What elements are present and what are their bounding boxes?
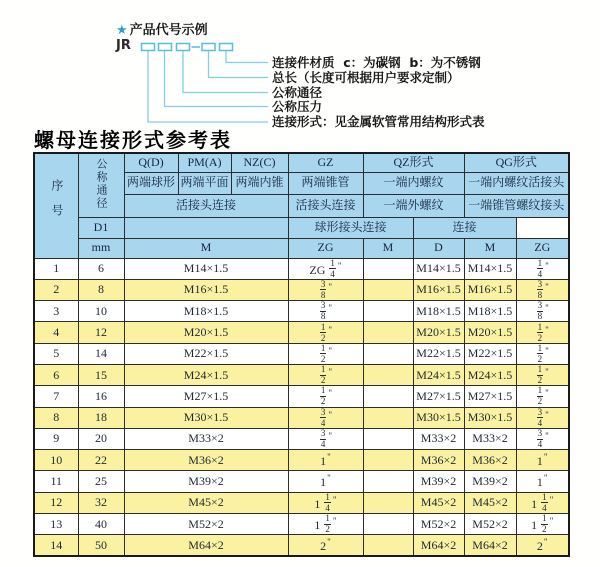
qg-m-cell: M36×2 xyxy=(464,450,516,471)
table-row xyxy=(34,428,569,449)
metric-thread-cell: M52×2 xyxy=(124,514,288,535)
callout-label-connection-form: 连接形式：见金属软管常用结构形式表 xyxy=(272,114,485,129)
qz-m-cell xyxy=(363,364,413,385)
qz-d-cell: M22×1.5 xyxy=(413,343,464,364)
serial-cell: 6 xyxy=(34,364,78,385)
table-row xyxy=(34,343,569,364)
diameter-cell: 32 xyxy=(78,492,124,513)
qz-d-cell: M33×2 xyxy=(413,428,464,449)
qz-d-cell: M39×2 xyxy=(413,471,464,492)
qz-d-cell: M36×2 xyxy=(413,450,464,471)
qg-m-cell: M45×2 xyxy=(464,492,516,513)
qg-m-cell: M52×2 xyxy=(464,514,516,535)
metric-thread-cell: M14×1.5 xyxy=(124,258,288,279)
qz-d-cell: M30×1.5 xyxy=(413,407,464,428)
col-header-serial: 序号 xyxy=(34,153,78,258)
serial-cell: 3 xyxy=(34,301,78,322)
gz-zg-cell: $\frac{3}{4}$ " xyxy=(288,428,363,449)
gz-zg-cell: 1 $\frac{1}{2}$ " xyxy=(288,514,363,535)
serial-cell: 5 xyxy=(34,343,78,364)
unit-zg-qg: ZG xyxy=(516,238,569,258)
qg-m-cell: M16×1.5 xyxy=(464,279,516,300)
metric-thread-cell: M24×1.5 xyxy=(124,364,288,385)
table-row xyxy=(34,279,569,300)
qz-m-cell xyxy=(363,386,413,407)
callout-lines xyxy=(148,51,268,122)
form-code-pm: PM(A) xyxy=(178,153,231,172)
metric-thread-cell: M36×2 xyxy=(124,450,288,471)
qg-zg-cell: $\frac{1}{2}$ " xyxy=(516,322,569,343)
serial-cell: 10 xyxy=(34,450,78,471)
serial-cell: 11 xyxy=(34,471,78,492)
metric-thread-cell: M22×1.5 xyxy=(124,343,288,364)
form-code-qz: QZ形式 xyxy=(363,153,464,172)
table-row xyxy=(34,535,569,556)
serial-cell: 9 xyxy=(34,428,78,449)
metric-thread-cell: M27×1.5 xyxy=(124,386,288,407)
qz-d-cell: M18×1.5 xyxy=(413,301,464,322)
gz-zg-cell: $\frac{3}{8}$ " xyxy=(288,301,363,322)
callout-label-pressure: 公称压力 xyxy=(272,99,323,114)
example-title-text: 产品代号示例 xyxy=(129,23,208,38)
qz-m-cell xyxy=(363,450,413,471)
gz-zg-cell: 2" xyxy=(288,535,363,556)
qg-m-cell: M33×2 xyxy=(464,428,516,449)
diameter-cell: 22 xyxy=(78,450,124,471)
diameter-cell: 12 xyxy=(78,322,124,343)
qg-m-cell: M27×1.5 xyxy=(464,386,516,407)
star-icon: ★ xyxy=(116,23,128,38)
qz-d-cell: M64×2 xyxy=(413,535,464,556)
qg-m-cell: M22×1.5 xyxy=(464,343,516,364)
metric-thread-cell: M39×2 xyxy=(124,471,288,492)
qg-zg-cell: 1 $\frac{1}{2}$ " xyxy=(516,514,569,535)
table-row xyxy=(34,364,569,385)
qz-m-cell xyxy=(363,535,413,556)
unit-zg-gz: ZG xyxy=(288,238,363,258)
serial-cell: 4 xyxy=(34,322,78,343)
metric-thread-cell: M33×2 xyxy=(124,428,288,449)
qz-d-cell: M24×1.5 xyxy=(413,364,464,385)
table-row xyxy=(34,386,569,407)
connection-union-qpmnz: 活接头连接 xyxy=(124,194,288,217)
callout-label-length: 总长（长度可根据用户要求定制） xyxy=(272,70,460,85)
table-row xyxy=(34,471,569,492)
metric-thread-cell: M64×2 xyxy=(124,535,288,556)
qg-zg-cell: $\frac{1}{4}$ " xyxy=(516,258,569,279)
table-row xyxy=(34,301,569,322)
qg-m-cell: M24×1.5 xyxy=(464,364,516,385)
callout-label-diameter: 公称通径 xyxy=(272,85,323,100)
serial-cell: 12 xyxy=(34,492,78,513)
qz-m-cell xyxy=(363,428,413,449)
serial-cell: 2 xyxy=(34,279,78,300)
metric-thread-cell: M18×1.5 xyxy=(124,301,288,322)
table-row xyxy=(34,258,569,279)
form-code-qg: QG形式 xyxy=(464,153,569,172)
qz-d-cell: M52×2 xyxy=(413,514,464,535)
end-type-gz: 两端锥管 xyxy=(288,172,363,194)
d1-blank-left xyxy=(124,217,288,238)
qz-d-cell: M16×1.5 xyxy=(413,279,464,300)
diameter-cell: 16 xyxy=(78,386,124,407)
qg-zg-cell: 1 $\frac{1}{4}$ " xyxy=(516,492,569,513)
code-prefix: JR xyxy=(116,38,131,53)
serial-cell: 13 xyxy=(34,514,78,535)
qz-d-cell: M45×2 xyxy=(413,492,464,513)
gz-zg-cell: $\frac{1}{2}$ " xyxy=(288,322,363,343)
qg-zg-cell: $\frac{1}{2}$ " xyxy=(516,343,569,364)
end-type-qz: 一端内螺纹 xyxy=(363,172,464,194)
qg-zg-cell: $\frac{3}{4}$ " xyxy=(516,407,569,428)
diameter-cell: 40 xyxy=(78,514,124,535)
qz-m-cell xyxy=(363,343,413,364)
table-header xyxy=(34,153,569,258)
qz-d-cell: M20×1.5 xyxy=(413,322,464,343)
end-type-qg: 一端内螺纹活接头 xyxy=(464,172,569,194)
serial-cell: 1 xyxy=(34,258,78,279)
connection-union-gz: 活接头连接 xyxy=(288,194,363,217)
gz-zg-cell: 1" xyxy=(288,471,363,492)
qz-m-cell xyxy=(363,407,413,428)
gz-zg-cell: $\frac{1}{2}$ " xyxy=(288,386,363,407)
qg-connection: 连接 xyxy=(413,217,516,238)
form-code-nz: NZ(C) xyxy=(231,153,288,172)
col-header-nominal-diameter: 公称通径 xyxy=(78,153,124,217)
form-code-gz: GZ xyxy=(288,153,363,172)
qz-m-cell xyxy=(363,301,413,322)
qg-m-cell: M39×2 xyxy=(464,471,516,492)
table-row xyxy=(34,322,569,343)
diameter-cell: 6 xyxy=(78,258,124,279)
qg-zg-cell: $\frac{3}{8}$ " xyxy=(516,279,569,300)
unit-m-main: M xyxy=(124,238,288,258)
table-row xyxy=(34,450,569,471)
end-type-pm: 两端平面 xyxy=(178,172,231,194)
connection-qz: 一端外螺纹 xyxy=(363,194,464,217)
qg-zg-cell: 1" xyxy=(516,450,569,471)
qz-m-cell xyxy=(363,322,413,343)
form-code-q: Q(D) xyxy=(124,153,178,172)
gz-zg-cell: 1" xyxy=(288,450,363,471)
end-type-q: 两端球形 xyxy=(124,172,178,194)
qg-m-cell: M18×1.5 xyxy=(464,301,516,322)
qg-zg-cell: $\frac{1}{2}$ " xyxy=(516,364,569,385)
metric-thread-cell: M20×1.5 xyxy=(124,322,288,343)
gz-zg-cell: $\frac{1}{2}$ " xyxy=(288,364,363,385)
header-row-d1 xyxy=(34,217,569,238)
unit-d-qz: D xyxy=(413,238,464,258)
metric-thread-cell: M45×2 xyxy=(124,492,288,513)
diameter-cell: 25 xyxy=(78,471,124,492)
product-code-example-title xyxy=(116,19,208,38)
qg-zg-cell: 1" xyxy=(516,471,569,492)
header-row-form-codes xyxy=(34,153,569,172)
qg-zg-cell: 2" xyxy=(516,535,569,556)
qz-m-cell xyxy=(363,514,413,535)
serial-cell: 8 xyxy=(34,407,78,428)
gz-zg-cell: $\frac{3}{8}$ " xyxy=(288,279,363,300)
qg-m-cell: M20×1.5 xyxy=(464,322,516,343)
nut-connection-reference-table xyxy=(33,152,570,557)
diameter-cell: 50 xyxy=(78,535,124,556)
diameter-cell: 14 xyxy=(78,343,124,364)
table-row xyxy=(34,407,569,428)
serial-cell: 14 xyxy=(34,535,78,556)
qg-zg-cell: $\frac{3}{4}$ " xyxy=(516,428,569,449)
qg-zg-cell: $\frac{1}{2}$ " xyxy=(516,386,569,407)
qg-zg-cell: $\frac{3}{8}$ " xyxy=(516,301,569,322)
qg-m-cell: M30×1.5 xyxy=(464,407,516,428)
table-title: 螺母连接形式参考表 xyxy=(34,130,232,152)
table-row xyxy=(34,492,569,513)
d1-label: D1 xyxy=(78,217,124,238)
qz-m-cell xyxy=(363,279,413,300)
qz-m-cell xyxy=(363,258,413,279)
unit-m-qz: M xyxy=(363,238,413,258)
unit-mm: mm xyxy=(78,238,124,258)
serial-cell: 7 xyxy=(34,386,78,407)
diameter-cell: 8 xyxy=(78,279,124,300)
qz-d-cell: M27×1.5 xyxy=(413,386,464,407)
table-body xyxy=(34,258,569,556)
qz-m-cell xyxy=(363,492,413,513)
gz-zg-cell: $\frac{1}{2}$ " xyxy=(288,343,363,364)
metric-thread-cell: M16×1.5 xyxy=(124,279,288,300)
header-row-units xyxy=(34,238,569,258)
diameter-cell: 20 xyxy=(78,428,124,449)
gz-zg-cell: $\frac{3}{4}$ " xyxy=(288,407,363,428)
callout-label-material: 连接件材质 c：为碳钢 b：为不锈钢 xyxy=(272,55,481,70)
diameter-cell: 15 xyxy=(78,364,124,385)
table-row xyxy=(34,514,569,535)
code-box-icons xyxy=(142,44,233,51)
diameter-cell: 18 xyxy=(78,407,124,428)
metric-thread-cell: M30×1.5 xyxy=(124,407,288,428)
end-type-nz: 两端内锥 xyxy=(231,172,288,194)
gz-zg-cell: ZG $\frac{1}{4}$ " xyxy=(288,258,363,279)
unit-m-qg: M xyxy=(464,238,516,258)
diameter-cell: 10 xyxy=(78,301,124,322)
qz-m-cell xyxy=(363,471,413,492)
qz-d-cell: M14×1.5 xyxy=(413,258,464,279)
qg-m-cell: M14×1.5 xyxy=(464,258,516,279)
qg-m-cell: M64×2 xyxy=(464,535,516,556)
gz-zg-cell: 1 $\frac{1}{4}$ " xyxy=(288,492,363,513)
connection-qg: 一端锥管螺纹接头 xyxy=(464,194,569,217)
qz-ball-joint-connection: 球形接头连接 xyxy=(288,217,413,238)
